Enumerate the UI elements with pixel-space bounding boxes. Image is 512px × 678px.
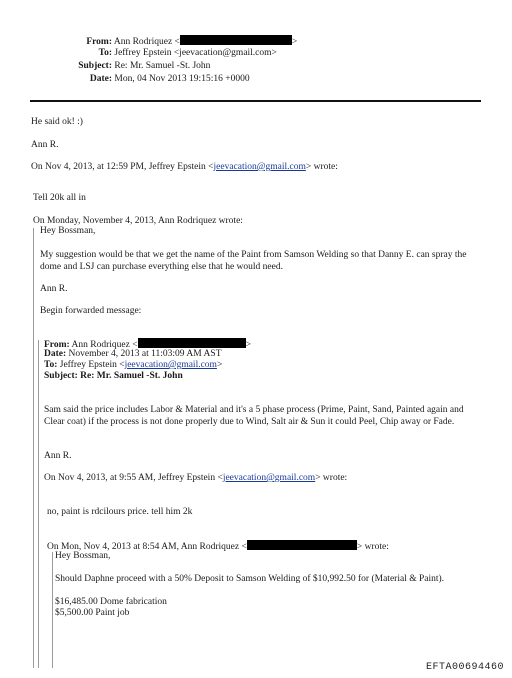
header-subject [0,61,210,72]
redaction-block [180,35,292,45]
fwd-to-prefix: Jeffrey Epstein < [59,360,125,370]
greeting: Hey Bossman, [55,551,111,561]
paragraph-suggestion: My suggestion would be that we get the name of the Paint from Samson Welding so that Danny E. can spray the dome and LSJ can purchase everything else that he would need. [40,250,467,272]
header-to [0,48,277,59]
quote-intro [44,473,347,484]
line-item-dome: $16,485.00 Dome fabrication [55,597,167,607]
header-to-value: Jeffrey Epstein <jeevacation@gmail.com> [114,48,277,58]
quote-intro: On Monday, November 4, 2013, Ann Rodriquez wrote: [33,216,243,226]
header-from-label: From: [86,37,112,47]
paragraph-process: Sam said the price includes Labor & Material and it's a 5 phase process (Prime, Paint, Sand, Painted again and Clear coat) if the process is not done properly due to Wind, Salt air & Sun it could Peel, Chip away or Fade. [44,405,464,427]
fwd-date-value: November 4, 2013 at 11:03:09 AM AST [68,349,222,359]
fwd-date-label: Date: [44,349,67,359]
email-link[interactable]: jeevacation@gmail.com [124,360,217,370]
line-item-paint: $5,500.00 Paint job [55,608,130,618]
header-from-tail: > [291,37,298,47]
fwd-to-suffix: > [216,360,223,370]
email-link[interactable]: jeevacation@gmail.com [213,162,306,172]
forwarded-label: Begin forwarded message: [40,306,142,316]
quote-intro-prefix: On Nov 4, 2013, at 12:59 PM, Jeffrey Epstein < [31,162,214,172]
quote-intro [31,162,338,173]
header-divider [30,100,481,102]
signature: Ann R. [44,451,72,461]
quote-intro-prefix: On Mon, Nov 4, 2013 at 8:54 AM, Ann Rodriquez < [47,542,247,552]
fwd-subject-value: Re: Mr. Samuel -St. John [80,371,183,381]
reply-text: He said ok! :) [31,117,83,127]
header-from-value: Ann Rodriquez < [113,37,180,47]
quote-intro-suffix: > wrote: [315,473,348,483]
fwd-date [44,349,222,360]
signature: Ann R. [40,284,68,294]
header-subject-value: Re: Mr. Samuel -St. John [114,61,211,71]
signature: Ann R. [31,140,59,150]
header-date-label: Date: [89,74,112,84]
email-link[interactable]: jeevacation@gmail.com [222,473,316,483]
header-subject-label: Subject: [78,61,112,71]
redaction-block [247,540,357,550]
fwd-to-label: To: [44,360,58,370]
quote-intro-suffix: > wrote: [356,542,389,552]
header-date [0,74,250,85]
fwd-from-value: Ann Rodriquez < [71,340,138,350]
fwd-subject-label: Subject: [44,371,78,381]
message-text: Tell 20k all in [33,193,86,203]
header-date-value: Mon, 04 Nov 2013 19:15:16 +0000 [114,74,250,84]
bates-number: EFTA00694460 [425,662,504,673]
header-from [0,35,297,48]
header-to-label: To: [98,48,112,58]
fwd-from-label: From: [44,340,70,350]
quote-bar [52,552,53,668]
fwd-subject [44,371,183,382]
paragraph-deposit: Should Daphne proceed with a 50% Deposit to Samson Welding of $10,992.50 for (Material & Paint). [55,574,445,584]
redaction-block [138,338,246,348]
quote-intro-prefix: On Nov 4, 2013, at 9:55 AM, Jeffrey Epstein < [44,473,223,483]
message-text: no, paint is rdcilours price. tell him 2k [47,507,193,517]
fwd-from-tail: > [245,340,251,350]
quote-bar [38,340,39,668]
greeting: Hey Bossman, [40,226,96,236]
quote-intro-suffix: > wrote: [305,162,338,172]
fwd-to [44,360,222,371]
quote-bar [33,228,34,668]
